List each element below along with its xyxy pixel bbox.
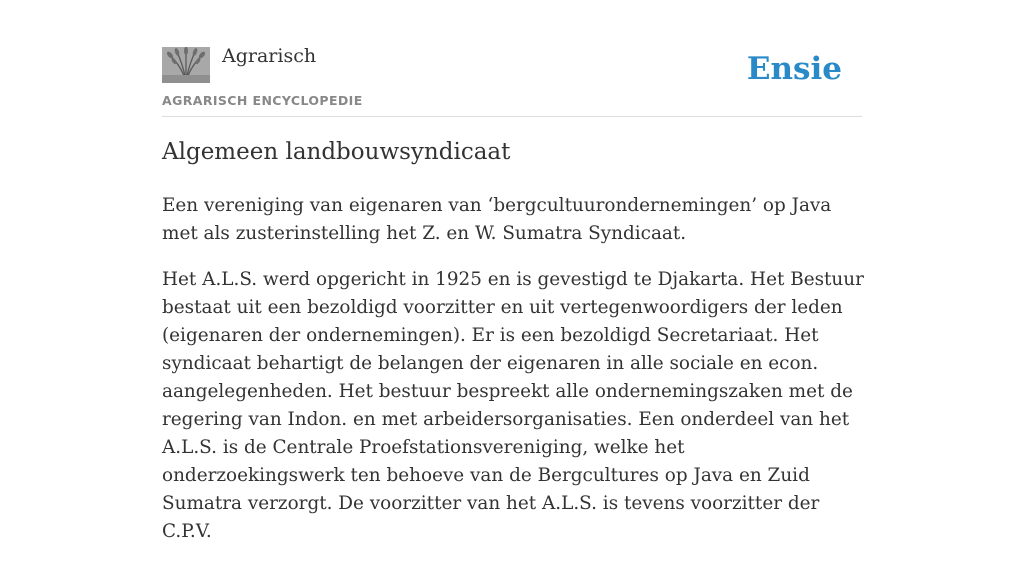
page-title: Algemeen landbouwsyndicaat (162, 139, 511, 165)
article-body (162, 192, 872, 564)
source-subtitle: AGRARISCH ENCYCLOPEDIE (162, 93, 363, 108)
brand-logo-link[interactable]: Ensie (746, 51, 842, 87)
wheat-sheaf-icon[interactable] (162, 47, 210, 83)
source-name-link[interactable]: Agrarisch (222, 45, 317, 67)
header (162, 44, 862, 117)
article-paragraph: Een vereniging van eigenaren van ‘bergcultuurondernemingen’ op Java met als zusterinstelling het Z. en W. Sumatra Syndicaat. (162, 195, 832, 244)
article-paragraph: Het A.L.S. werd opgericht in 1925 en is gevestigd te Djakarta. Het Bestuur bestaat uit een bezoldigd voorzitter en uit vertegenwoordigers der leden (eigenaren der ondernemingen). Er is een bezoldigd Secretariaat. Het syndicaat behartigt de belangen der eigenaren in alle sociale en econ. aangelegenheden. Het bestuur bespreekt alle ondernemingszaken met de regering van Indon. en met arbeidersorganisaties. Een onderdeel van het A.L.S. is de Centrale Proefstationsvereniging, welke het onderzoekingswerk ten behoeve van de Bergcultures op Java en Zuid Sumatra verzorgt. De voorzitter van het A.L.S. is tevens voorzitter der C.P.V. (162, 269, 864, 542)
